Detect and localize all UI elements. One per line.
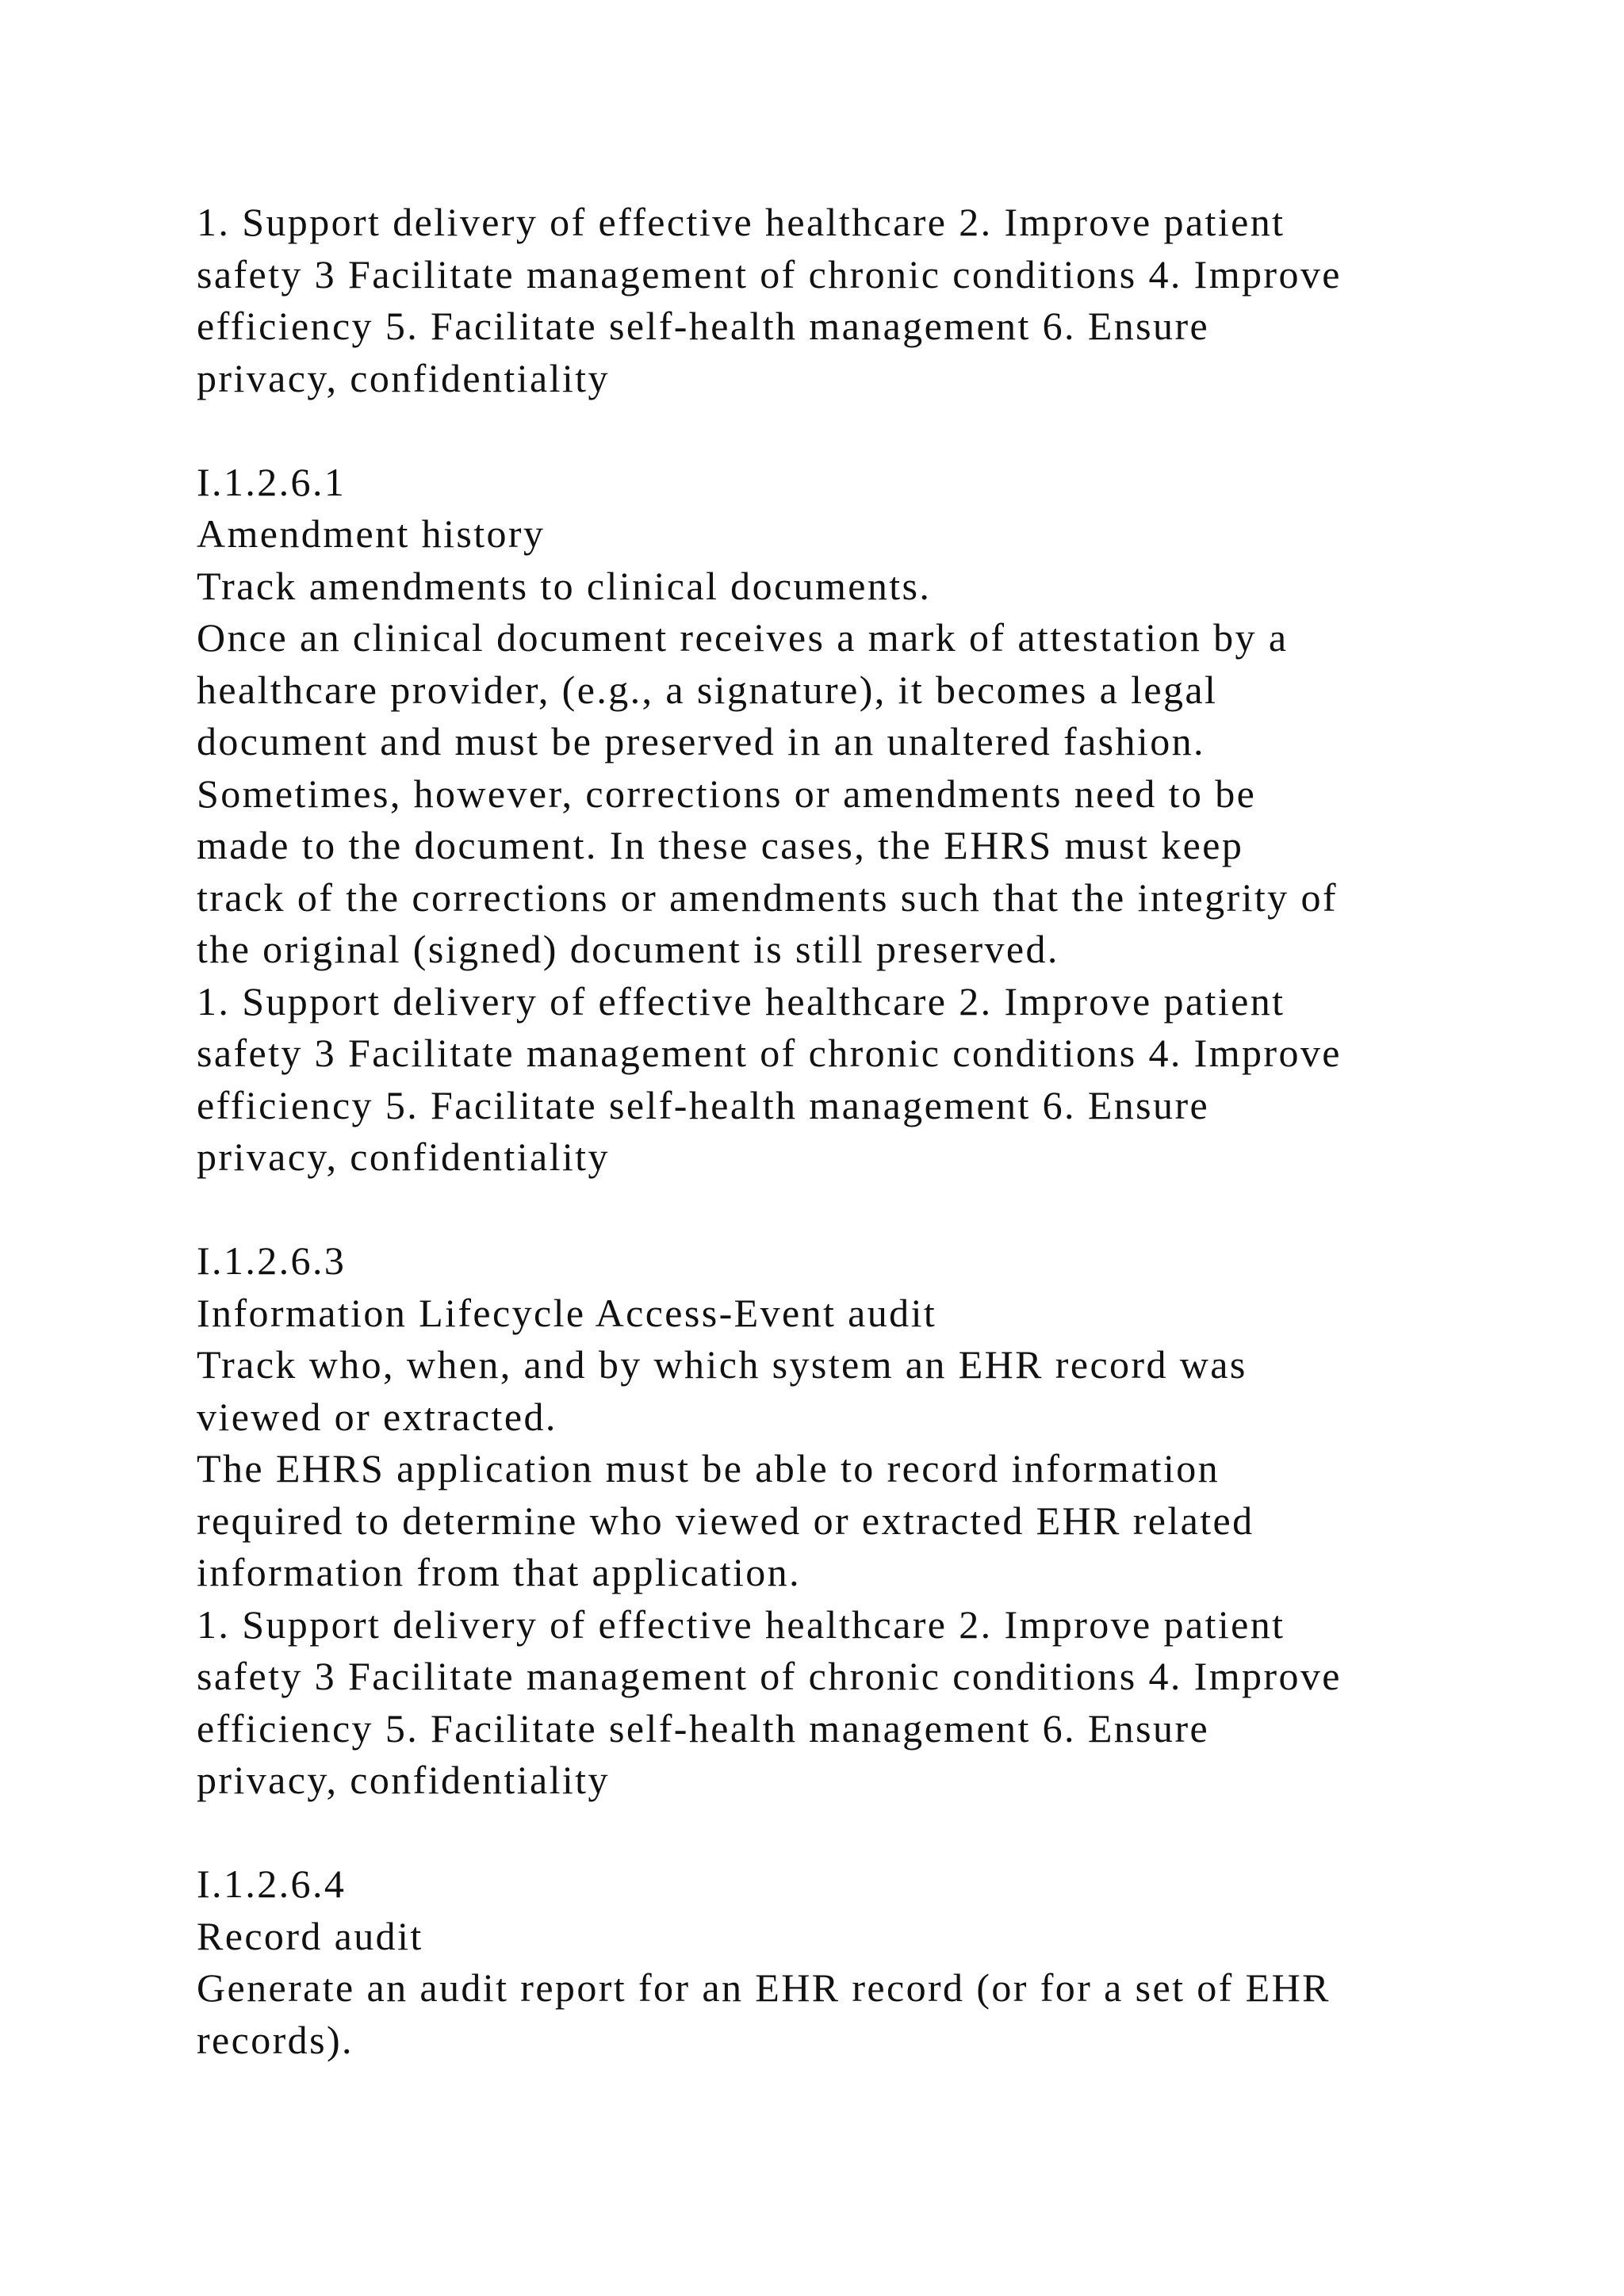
goals-line: efficiency 5. Facilitate self-health management 6. Ensure bbox=[197, 1082, 1210, 1127]
section-id: I.1.2.6.3 bbox=[197, 1238, 347, 1283]
paragraph-spacer bbox=[197, 404, 1465, 457]
section-summary: records). bbox=[197, 2017, 354, 2062]
section-id: I.1.2.6.1 bbox=[197, 459, 347, 504]
goals-line: safety 3 Facilitate management of chronic conditions 4. Improve bbox=[197, 1654, 1342, 1698]
section-summary: Track amendments to clinical documents. bbox=[197, 563, 932, 608]
section-amendment-history bbox=[197, 457, 1465, 1184]
text-line: safety 3 Facilitate management of chronic conditions 4. Improve bbox=[197, 251, 1342, 297]
goals-line: privacy, confidentiality bbox=[197, 1758, 610, 1802]
section-id: I.1.2.6.4 bbox=[197, 1862, 347, 1906]
paragraph-spacer bbox=[197, 1184, 1465, 1236]
description-line: document and must be preserved in an unaltered fashion. bbox=[197, 719, 1205, 763]
document-body bbox=[197, 197, 1465, 2066]
description-line: The EHRS application must be able to record information bbox=[197, 1446, 1220, 1490]
section-summary: Track who, when, and by which system an EHR record was bbox=[197, 1342, 1247, 1387]
description-line: the original (signed) document is still preserved. bbox=[197, 927, 1059, 971]
description-line: Once an clinical document receives a mark of attestation by a bbox=[197, 615, 1289, 660]
section-title: Record audit bbox=[197, 1913, 423, 1958]
goals-line: safety 3 Facilitate management of chronic conditions 4. Improve bbox=[197, 1031, 1342, 1075]
goals-line: efficiency 5. Facilitate self-health management 6. Ensure bbox=[197, 1705, 1210, 1751]
section-title: Information Lifecycle Access-Event audit bbox=[197, 1290, 937, 1335]
goals-line: 1. Support delivery of effective healthcare 2. Improve patient bbox=[197, 1601, 1285, 1647]
description-line: track of the corrections or amendments such that the integrity of bbox=[197, 874, 1338, 920]
section-access-event-audit bbox=[197, 1235, 1465, 1807]
description-line: information from that application. bbox=[197, 1550, 801, 1594]
goals-line: 1. Support delivery of effective healthcare 2. Improve patient bbox=[197, 978, 1285, 1024]
description-line: healthcare provider, (e.g., a signature), it becomes a legal bbox=[197, 667, 1218, 712]
paragraph-spacer bbox=[197, 1807, 1465, 1859]
text-line: 1. Support delivery of effective healthcare 2. Improve patient bbox=[197, 200, 1285, 244]
section-record-audit bbox=[197, 1858, 1465, 2066]
description-line: Sometimes, however, corrections or amendments need to be bbox=[197, 771, 1257, 816]
text-line: privacy, confidentiality bbox=[197, 355, 610, 400]
description-line: made to the document. In these cases, the EHRS must keep bbox=[197, 823, 1244, 867]
goals-line: privacy, confidentiality bbox=[197, 1135, 610, 1179]
description-line: required to determine who viewed or extracted EHR related bbox=[197, 1498, 1254, 1543]
section-summary: viewed or extracted. bbox=[197, 1394, 557, 1439]
text-line: efficiency 5. Facilitate self-health management 6. Ensure bbox=[197, 304, 1210, 348]
section-summary: Generate an audit report for an EHR record (or for a set of EHR bbox=[197, 1965, 1331, 2010]
intro-goals-paragraph bbox=[197, 197, 1465, 404]
section-title: Amendment history bbox=[197, 511, 546, 556]
